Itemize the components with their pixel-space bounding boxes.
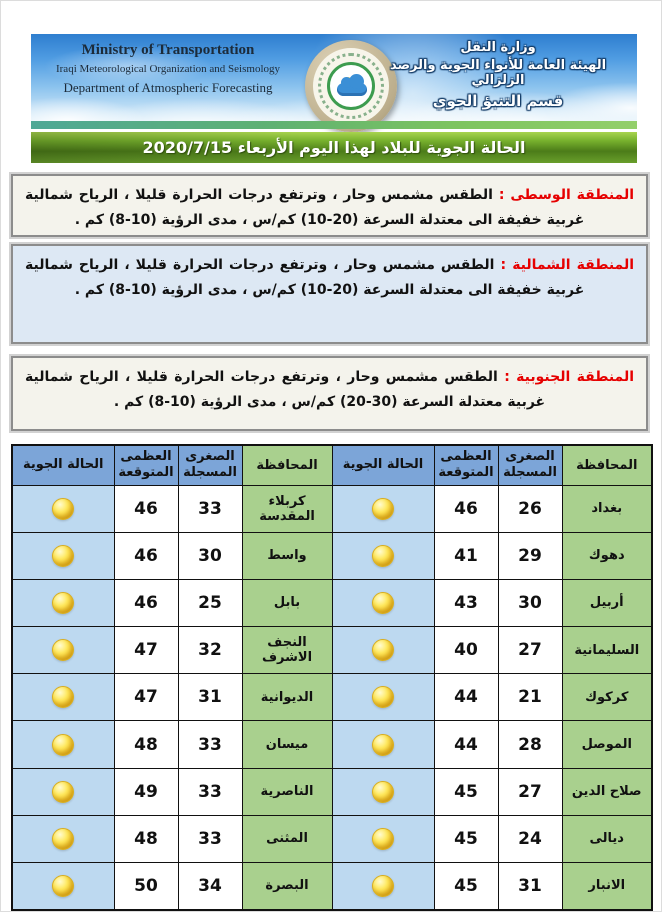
governorate-cell: المثنى xyxy=(242,815,332,862)
max-temp-cell: 48 xyxy=(114,721,178,768)
max-temp-cell: 41 xyxy=(434,532,498,579)
sun-icon xyxy=(52,828,74,850)
max-temp-cell: 45 xyxy=(434,863,498,910)
governorate-cell: الديوانية xyxy=(242,674,332,721)
table-row xyxy=(12,863,652,910)
sun-icon xyxy=(372,875,394,897)
header-governorate: المحافظة xyxy=(562,445,652,485)
governorate-cell: دهوك xyxy=(562,532,652,579)
ministry-header-arabic xyxy=(373,40,623,110)
forecast-text: الطقس مشمس وحار ، وترتفع درجات الحرارة قليلا ، الرياح شمالية غربية خفيفة الى معتدلة السرعة (20-10) كم/س ، مدى الرؤية (10-8) كم . xyxy=(25,187,585,228)
condition-cell xyxy=(12,863,114,910)
header-max-expected: العظمى المتوقعة xyxy=(114,445,178,485)
condition-cell xyxy=(332,815,434,862)
sun-icon xyxy=(372,498,394,520)
max-temp-cell: 47 xyxy=(114,627,178,674)
condition-cell xyxy=(12,768,114,815)
condition-cell xyxy=(12,721,114,768)
governorate-cell: كركوك xyxy=(562,674,652,721)
header-governorate: المحافظة xyxy=(242,445,332,485)
min-temp-cell: 26 xyxy=(498,485,562,532)
min-temp-cell: 33 xyxy=(178,768,242,815)
min-temp-cell: 33 xyxy=(178,721,242,768)
condition-cell xyxy=(332,627,434,674)
header-max-expected: العظمى المتوقعة xyxy=(434,445,498,485)
max-temp-cell: 47 xyxy=(114,674,178,721)
forecast-box-southern-region xyxy=(11,356,648,431)
condition-cell xyxy=(12,485,114,532)
governorate-cell: أربيل xyxy=(562,579,652,626)
max-temp-cell: 46 xyxy=(114,485,178,532)
min-temp-cell: 33 xyxy=(178,485,242,532)
min-temp-cell: 32 xyxy=(178,627,242,674)
governorate-cell: الموصل xyxy=(562,721,652,768)
header-condition: الحالة الجوية xyxy=(332,445,434,485)
table-row xyxy=(12,815,652,862)
header-min-recorded: الصغرى المسجلة xyxy=(498,445,562,485)
max-temp-cell: 40 xyxy=(434,627,498,674)
sun-icon xyxy=(372,639,394,661)
sun-icon xyxy=(372,781,394,803)
governorate-cell: السليمانية xyxy=(562,627,652,674)
sun-icon xyxy=(52,639,74,661)
governorate-cell: بغداد xyxy=(562,485,652,532)
governorates-weather-table xyxy=(11,444,653,911)
sun-icon xyxy=(372,828,394,850)
table-row xyxy=(12,579,652,626)
sun-icon xyxy=(372,734,394,756)
max-temp-cell: 46 xyxy=(114,579,178,626)
sun-icon xyxy=(52,734,74,756)
table-row xyxy=(12,485,652,532)
seal-center xyxy=(327,62,375,110)
forecast-box-northern-region xyxy=(11,244,648,344)
min-temp-cell: 27 xyxy=(498,627,562,674)
department-name-ar: قسم التنبؤ الجوي xyxy=(432,92,564,110)
sun-icon xyxy=(52,781,74,803)
condition-cell xyxy=(332,768,434,815)
governorate-cell: كربلاء المقدسة xyxy=(242,485,332,532)
ministry-header-english xyxy=(43,42,293,96)
table-header-row xyxy=(12,445,652,485)
table-row xyxy=(12,532,652,579)
forecast-box-central-region xyxy=(11,174,648,237)
table-row xyxy=(12,721,652,768)
min-temp-cell: 31 xyxy=(498,863,562,910)
condition-cell xyxy=(332,721,434,768)
seal-cloud-icon xyxy=(337,83,367,96)
min-temp-cell: 24 xyxy=(498,815,562,862)
region-label: المنطقة الجنوبية : xyxy=(504,369,634,385)
min-temp-cell: 21 xyxy=(498,674,562,721)
condition-cell xyxy=(332,674,434,721)
min-temp-cell: 30 xyxy=(178,532,242,579)
min-temp-cell: 29 xyxy=(498,532,562,579)
ministry-name-en: Ministry of Transportation xyxy=(81,42,255,58)
sun-icon xyxy=(372,592,394,614)
governorate-cell: ميسان xyxy=(242,721,332,768)
ministry-name-ar: وزارة النقل xyxy=(460,40,536,55)
min-temp-cell: 28 xyxy=(498,721,562,768)
table-row xyxy=(12,768,652,815)
sun-icon xyxy=(52,875,74,897)
region-label: المنطقة الوسطى : xyxy=(498,187,634,203)
governorate-cell: الانبار xyxy=(562,863,652,910)
condition-cell xyxy=(332,863,434,910)
max-temp-cell: 45 xyxy=(434,815,498,862)
forecast-text: الطقس مشمس وحار ، وترتفع درجات الحرارة قليلا ، الرياح شمالية غربية خفيفة الى معتدلة السرعة (20-10) كم/س ، مدى الرؤية (10-8) كم . xyxy=(25,257,585,298)
max-temp-cell: 44 xyxy=(434,674,498,721)
header-min-recorded: الصغرى المسجلة xyxy=(178,445,242,485)
governorate-cell: ديالى xyxy=(562,815,652,862)
max-temp-cell: 46 xyxy=(434,485,498,532)
horizon-strip xyxy=(31,121,637,129)
max-temp-cell: 48 xyxy=(114,815,178,862)
governorate-cell: النجف الاشرف xyxy=(242,627,332,674)
min-temp-cell: 25 xyxy=(178,579,242,626)
min-temp-cell: 31 xyxy=(178,674,242,721)
min-temp-cell: 27 xyxy=(498,768,562,815)
sun-icon xyxy=(372,686,394,708)
max-temp-cell: 50 xyxy=(114,863,178,910)
sky-header-banner xyxy=(31,34,637,129)
sun-icon xyxy=(52,498,74,520)
governorate-cell: صلاح الدين xyxy=(562,768,652,815)
header-condition: الحالة الجوية xyxy=(12,445,114,485)
min-temp-cell: 33 xyxy=(178,815,242,862)
max-temp-cell: 46 xyxy=(114,532,178,579)
region-label: المنطقة الشمالية : xyxy=(500,257,634,273)
condition-cell xyxy=(332,485,434,532)
governorate-cell: بابل xyxy=(242,579,332,626)
condition-cell xyxy=(332,532,434,579)
table-row xyxy=(12,627,652,674)
min-temp-cell: 34 xyxy=(178,863,242,910)
condition-cell xyxy=(12,815,114,862)
condition-cell xyxy=(12,627,114,674)
max-temp-cell: 44 xyxy=(434,721,498,768)
condition-cell xyxy=(12,532,114,579)
min-temp-cell: 30 xyxy=(498,579,562,626)
condition-cell xyxy=(12,579,114,626)
sun-icon xyxy=(52,592,74,614)
condition-cell xyxy=(12,674,114,721)
governorate-cell: الناصرية xyxy=(242,768,332,815)
governorate-cell: البصرة xyxy=(242,863,332,910)
sun-icon xyxy=(372,545,394,567)
department-name-en: Department of Atmospheric Forecasting xyxy=(63,80,273,95)
sun-icon xyxy=(52,686,74,708)
max-temp-cell: 49 xyxy=(114,768,178,815)
sun-icon xyxy=(52,545,74,567)
organization-name-en: Iraqi Meteorological Organization and Seismology xyxy=(55,63,281,75)
forecast-text: الطقس مشمس وحار ، وترتفع درجات الحرارة قليلا ، الرياح شمالية غربية معتدلة السرعة (30-20) كم/س ، مدى الرؤية (10-8) كم . xyxy=(25,369,546,410)
condition-cell xyxy=(332,579,434,626)
max-temp-cell: 45 xyxy=(434,768,498,815)
report-title-bar xyxy=(31,132,637,163)
weather-table-body xyxy=(12,485,652,910)
max-temp-cell: 43 xyxy=(434,579,498,626)
table-row xyxy=(12,674,652,721)
governorate-cell: واسط xyxy=(242,532,332,579)
report-title: الحالة الجوية للبلاد لهذا اليوم الأربعاء 2020/7/15 xyxy=(142,138,526,157)
organization-name-ar: الهيئة العامة للأنواء الجوية والرصد الزلزالي xyxy=(389,58,607,88)
